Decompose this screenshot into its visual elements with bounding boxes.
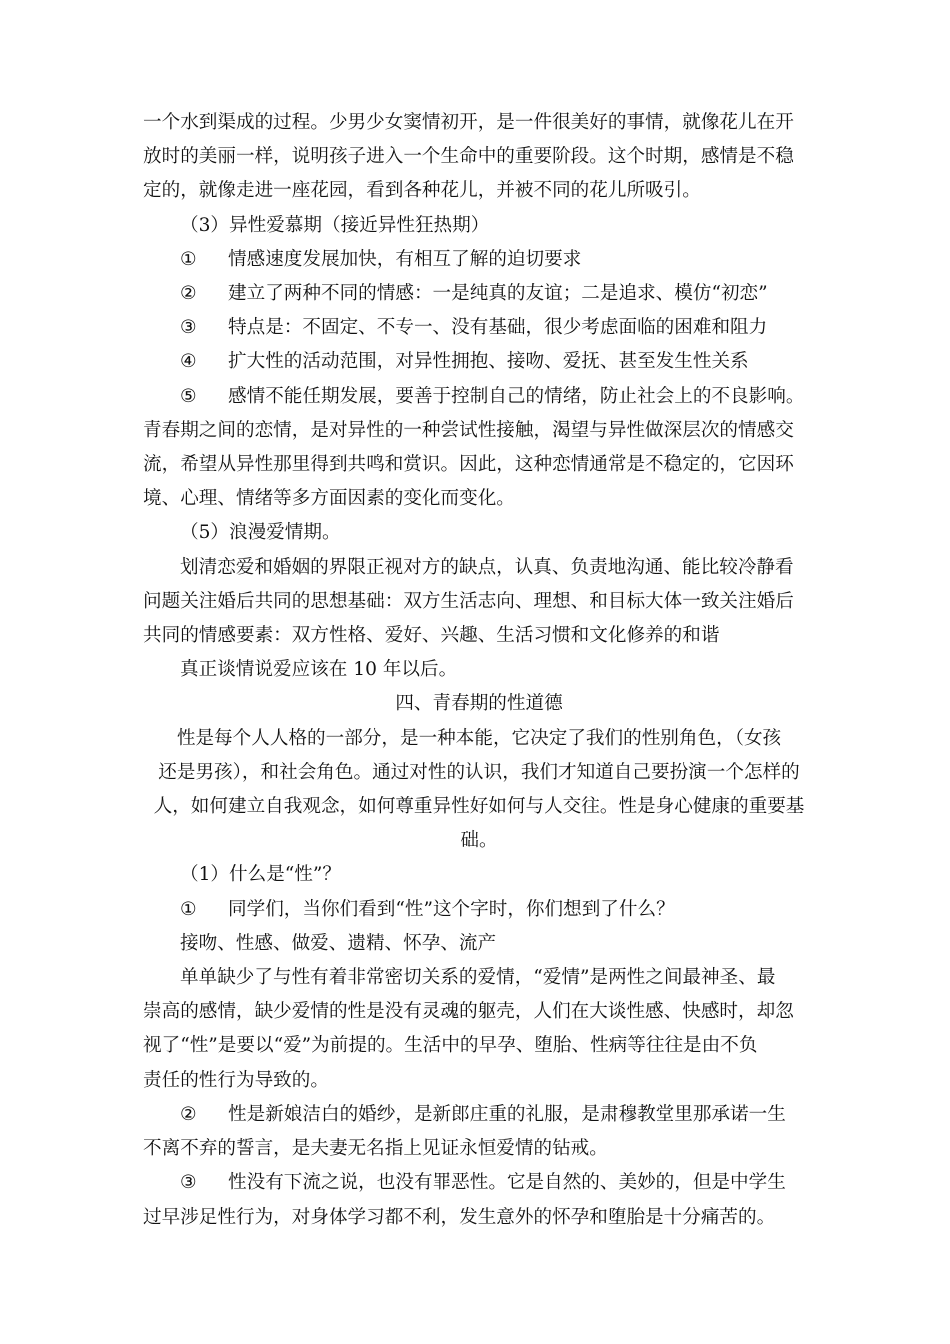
- list-item-text: 性没有下流之说，也没有罪恶性。它是自然的、美妙的，但是中学生: [228, 1172, 786, 1194]
- list-item-text: 同学们，当你们看到“性”这个字时，你们想到了什么？: [228, 898, 675, 920]
- list-item-text: 感情不能任期发展，要善于控制自己的情绪，防止社会上的不良影响。: [228, 385, 805, 407]
- paragraph-line: 过早涉足性行为，对身体学习都不利，发生意外的怀孕和堕胎是十分痛苦的。: [143, 1206, 776, 1228]
- list-marker: ③: [180, 1172, 197, 1194]
- section-heading: （1）什么是“性”？: [180, 864, 341, 886]
- paragraph-line: 放时的美丽一样，说明孩子进入一个生命中的重要阶段。这个时期，感情是不稳: [143, 146, 794, 168]
- paragraph-line: 视了“性”是要以“爱”为前提的。生活中的早孕、堕胎、性病等往往是由不负: [143, 1035, 758, 1057]
- paragraph-line: 单单缺少了与性有着非常密切关系的爱情，“爱情”是两性之间最神圣、最: [180, 967, 776, 989]
- list-item-text: 特点是：不固定、不专一、没有基础，很少考虑面临的困难和阻力: [228, 317, 768, 339]
- list-item-text: 性是新娘洁白的婚纱，是新郎庄重的礼服，是肃穆教堂里那承诺一生: [228, 1103, 786, 1125]
- list-item: [143, 1098, 815, 1132]
- list-marker: ⑤: [180, 385, 197, 407]
- paragraph-line: 境、心理、情绪等多方面因素的变化而变化。: [143, 488, 515, 510]
- paragraph-line: 流，希望从异性那里得到共鸣和赏识。因此，这种恋情通常是不稳定的，它因环: [143, 454, 794, 476]
- list-item: [143, 243, 815, 277]
- chapter-heading: 四、青春期的性道德: [395, 693, 563, 715]
- paragraph-line: 划清恋爱和婚姻的界限正视对方的缺点，认真、负责地沟通、能比较冷静看: [180, 556, 794, 578]
- list-item: [143, 311, 815, 345]
- paragraph-line: 础。: [460, 830, 498, 852]
- paragraph-line: 青春期之间的恋情，是对异性的一种尝试性接触，渴望与异性做深层次的情感交: [143, 419, 794, 441]
- paragraph-line: 共同的情感要素：双方性格、爱好、兴趣、生活习惯和文化修养的和谐: [143, 625, 720, 647]
- list-marker: ②: [180, 1103, 197, 1125]
- list-marker: ①: [180, 248, 197, 270]
- paragraph-line: 人，如何建立自我观念，如何尊重异性好如何与人交往。性是身心健康的重要基: [153, 796, 805, 818]
- list-item: [143, 893, 815, 927]
- list-item-text: 建立了两种不同的情感：一是纯真的友谊；二是追求、模仿“初恋”: [228, 283, 768, 305]
- paragraph-line: 不离不弃的誓言，是夫妻无名指上见证永恒爱情的钻戒。: [143, 1138, 608, 1160]
- paragraph-line: 崇高的感情，缺少爱情的性是没有灵魂的躯壳，人们在大谈性感、快感时，却忽: [143, 1001, 794, 1023]
- section-heading: （3）异性爱慕期（接近异性狂热期）: [180, 214, 490, 236]
- paragraph-line: 性是每个人人格的一部分，是一种本能，它决定了我们的性别角色，（女孩: [176, 727, 782, 749]
- list-marker: ①: [180, 898, 197, 920]
- list-item: [143, 277, 815, 311]
- list-marker: ④: [180, 351, 197, 373]
- paragraph-line: 还是男孩），和社会角色。通过对性的认识，我们才知道自己要扮演一个怎样的: [158, 761, 800, 783]
- list-item-text: 扩大性的活动范围，对异性拥抱、接吻、爱抚、甚至发生性关系: [228, 351, 749, 373]
- section-heading: （5）浪漫爱情期。: [180, 522, 341, 544]
- paragraph-line: 定的，就像走进一座花园，看到各种花儿，并被不同的花儿所吸引。: [143, 180, 701, 202]
- list-item: [143, 380, 815, 414]
- paragraph-line: 接吻、性感、做爱、遗精、怀孕、流产: [180, 932, 497, 954]
- list-item: [143, 1166, 815, 1200]
- paragraph-line: 问题关注婚后共同的思想基础：双方生活志向、理想、和目标大体一致关注婚后: [143, 590, 794, 612]
- paragraph-line: 一个水到渠成的过程。少男少女窦情初开，是一件很美好的事情，就像花儿在开: [143, 112, 794, 133]
- paragraph-line: 真正谈情说爱应该在 10 年以后。: [180, 659, 458, 681]
- list-item-text: 情感速度发展加快，有相互了解的迫切要求: [228, 248, 582, 270]
- paragraph-line: 责任的性行为导致的。: [143, 1069, 329, 1091]
- list-item: [143, 345, 815, 379]
- document-body: [143, 106, 815, 1235]
- list-marker: ②: [180, 283, 197, 305]
- list-marker: ③: [180, 317, 197, 339]
